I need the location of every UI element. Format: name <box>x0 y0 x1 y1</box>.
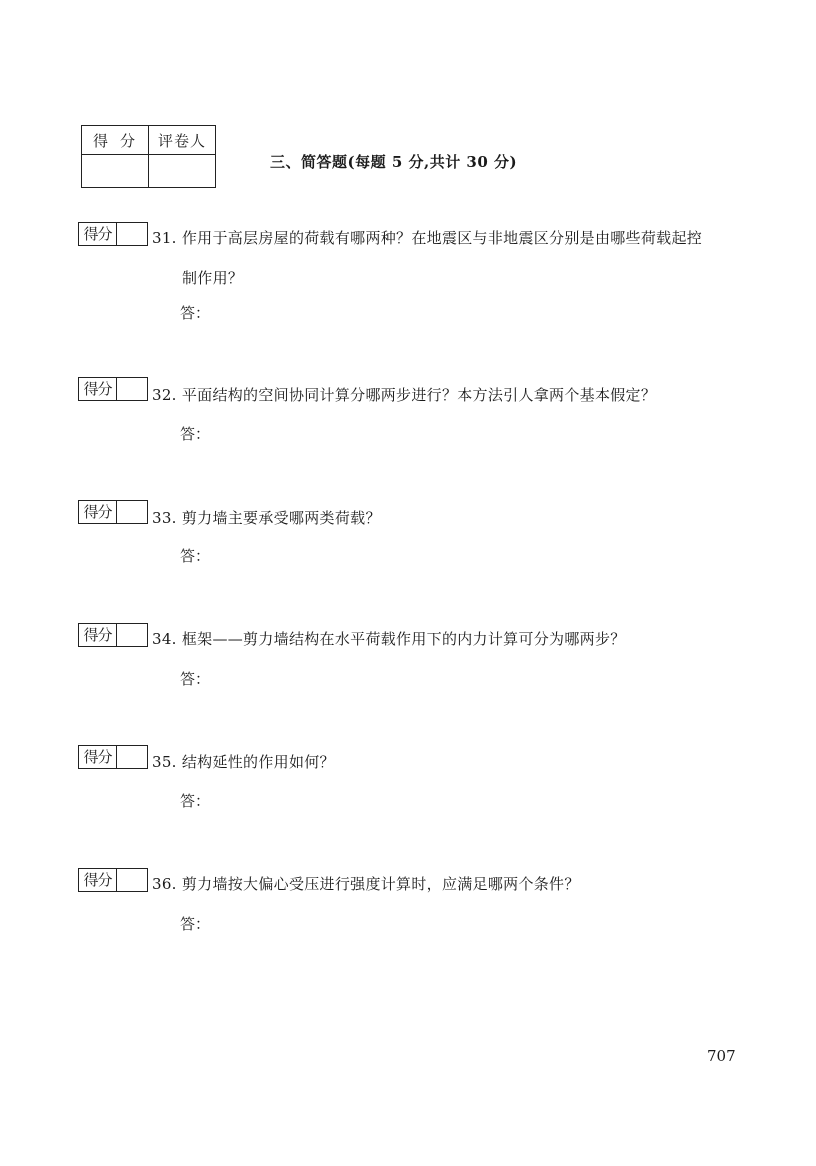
score-box-label: 得分 <box>79 501 117 523</box>
answer-label-q32: 答： <box>180 425 211 443</box>
score-box-q33[interactable] <box>78 500 148 524</box>
question-31-continuation: 制作用？ <box>182 269 244 287</box>
question-number: 34. <box>152 630 177 648</box>
answer-label-q31: 答： <box>180 304 211 322</box>
page-number: 707 <box>707 1047 736 1065</box>
score-box-label: 得分 <box>79 746 117 768</box>
answer-label-q33: 答： <box>180 547 211 565</box>
question-text: 平面结构的空间协同计算分哪两步进行？本方法引人拿两个基本假定？ <box>181 386 657 404</box>
question-number: 33. <box>152 509 177 527</box>
question-text: 作用于高层房屋的荷载有哪两种？在地震区与非地震区分别是由哪些荷载起控 <box>181 229 703 247</box>
answer-label-q35: 答： <box>180 792 211 810</box>
question-36 <box>152 873 580 894</box>
score-box-q31[interactable] <box>78 222 148 246</box>
question-text: 框架——剪力墙结构在水平荷载作用下的内力计算可分为哪两步？ <box>181 630 626 648</box>
score-box-q34[interactable] <box>78 623 148 647</box>
grader-cell[interactable] <box>149 155 216 188</box>
answer-label-q34: 答： <box>180 670 211 688</box>
score-box-label: 得分 <box>79 223 117 245</box>
question-number: 31. <box>152 229 177 247</box>
question-number: 32. <box>152 386 177 404</box>
score-box-q32[interactable] <box>78 377 148 401</box>
score-box-label: 得分 <box>79 378 117 400</box>
question-33 <box>152 507 381 528</box>
score-box-label: 得分 <box>79 624 117 646</box>
score-box-label: 得分 <box>79 869 117 891</box>
question-text: 结构延性的作用如何？ <box>181 753 335 771</box>
answer-label-q36: 答： <box>180 915 211 933</box>
score-box-q35[interactable] <box>78 745 148 769</box>
section-title: 三、简答题(每题 5 分,共计 30 分) <box>270 153 518 171</box>
question-number: 36. <box>152 875 177 893</box>
grader-header: 评卷人 <box>149 126 216 155</box>
question-32 <box>152 384 656 405</box>
question-number: 35. <box>152 753 177 771</box>
question-text: 剪力墙主要承受哪两类荷载？ <box>181 509 381 527</box>
score-header: 得分 <box>82 126 149 155</box>
question-31 <box>152 227 702 248</box>
question-text: 剪力墙按大偏心受压进行强度计算时，应满足哪两个条件？ <box>181 875 580 893</box>
score-box-q36[interactable] <box>78 868 148 892</box>
grading-table <box>81 125 216 188</box>
question-34 <box>152 628 626 649</box>
question-35 <box>152 751 335 772</box>
score-cell[interactable] <box>82 155 149 188</box>
